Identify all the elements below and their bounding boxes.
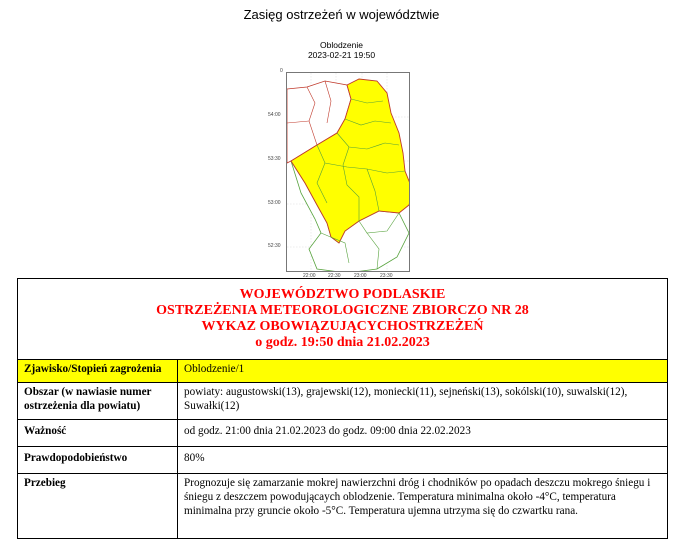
- row-label: Prawdopodobieństwo: [18, 447, 178, 474]
- header-datetime: o godz. 19:50 dnia 21.02.2023: [255, 335, 430, 350]
- table-row: [18, 420, 668, 447]
- row-label: Ważność: [18, 420, 178, 447]
- map-lat-tick: 53:30: [268, 156, 281, 162]
- row-value: Oblodzenie/1: [178, 360, 668, 383]
- map-lon-tick: 23:30: [380, 273, 393, 279]
- table-row: [18, 447, 668, 474]
- row-value: powiaty: augustowski(13), grajewski(12), moniecki(11), sejneński(13), sokólski(10), suwalski(12), Suwałki(12): [178, 383, 668, 420]
- warning-map-svg: [287, 73, 410, 272]
- row-value: 80%: [178, 447, 668, 474]
- table-row: [18, 474, 668, 539]
- map-lat-tick: 54:00: [268, 112, 281, 118]
- warnings-table: [17, 278, 668, 539]
- map-lat-tick: 53:00: [268, 200, 281, 206]
- map-corner-tick: 0: [280, 68, 283, 74]
- map-lon-tick: 23:00: [354, 273, 367, 279]
- header-voivodeship: WOJEWÓDZTWO PODLASKIE: [239, 287, 446, 302]
- row-label: Obszar (w nawiasie numer ostrzeżenia dla powiatu): [18, 383, 178, 420]
- table-row: [18, 383, 668, 420]
- row-label: Przebieg: [18, 474, 178, 539]
- table-header-row: [18, 279, 668, 360]
- table-row: [18, 360, 668, 383]
- row-value: od godz. 21:00 dnia 21.02.2023 do godz. 09:00 dnia 22.02.2023: [178, 420, 668, 447]
- page-title: Zasięg ostrzeżeń w województwie: [243, 7, 440, 22]
- header-list-title: WYKAZ OBOWIĄZUJĄCYCHOSTRZEŻEŃ: [201, 319, 484, 334]
- map-lon-tick: 22:00: [303, 273, 316, 279]
- map-caption: [0, 40, 683, 60]
- map-phenomenon: Oblodzenie: [319, 40, 363, 50]
- row-label: Zjawisko/Stopień zagrożenia: [18, 360, 178, 383]
- map-lat-tick: 52:30: [268, 243, 281, 249]
- map-issued-time: 2023-02-21 19:50: [307, 50, 376, 60]
- warnings-header: [18, 279, 668, 360]
- warning-map: [286, 72, 410, 272]
- map-lon-tick: 22:30: [328, 273, 341, 279]
- header-bulletin: OSTRZEŻENIA METEOROLOGICZNE ZBIORCZO NR 28: [156, 303, 529, 318]
- row-value: Prognozuje się zamarzanie mokrej nawierzchni dróg i chodników po opadach deszczu mokrego śniegu i śniegu z deszczem powodującaych oblodzenie. Temperatura minimalna około -4°C, temperatura minimalna przy gruncie około -5°C. Temperatura ujemna utrzyma się do czwartku rana.: [178, 474, 668, 539]
